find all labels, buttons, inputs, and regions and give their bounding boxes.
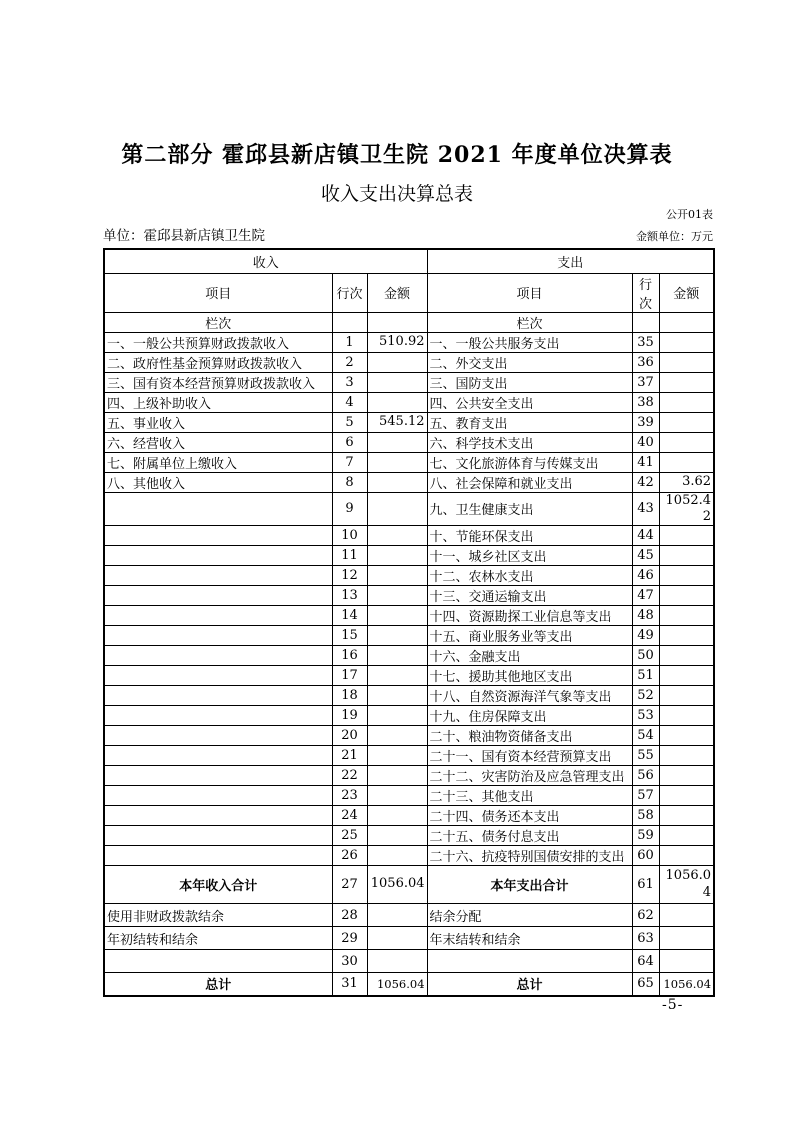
expense-line-cell: 46 [632, 566, 659, 586]
income-amount-cell [367, 606, 427, 626]
table-row [104, 646, 714, 666]
expense-line-cell: 42 [632, 472, 659, 492]
table-row [104, 526, 714, 546]
income-item-cell [104, 950, 332, 973]
income-item-header: 项目 [104, 273, 332, 312]
income-item-cell: 使用非财政拨款结余 [104, 904, 332, 927]
content-area [103, 208, 713, 997]
expense-item-cell: 二十二、灾害防治及应急管理支出 [427, 766, 632, 786]
expense-item-header: 项目 [427, 273, 632, 312]
income-amount-cell [367, 586, 427, 606]
income-line-cell: 12 [332, 566, 367, 586]
column-header-row [104, 273, 714, 312]
expense-line-cell: 39 [632, 412, 659, 432]
income-line-cell: 5 [332, 412, 367, 432]
income-item-cell: 本年收入合计 [104, 866, 332, 904]
income-line-cell: 7 [332, 452, 367, 472]
table-row [104, 826, 714, 846]
income-amount-cell: 545.12 [367, 412, 427, 432]
income-amount-cell: 1056.04 [367, 973, 427, 996]
income-line-cell: 27 [332, 866, 367, 904]
expense-item-cell: 十六、金融支出 [427, 646, 632, 666]
expense-line-cell: 47 [632, 586, 659, 606]
expense-amount-cell [659, 372, 714, 392]
expense-amount-cell [659, 666, 714, 686]
table-row [104, 372, 714, 392]
expense-amount-cell [659, 686, 714, 706]
form-code-label: 公开01表 [666, 208, 713, 221]
income-line-cell: 25 [332, 826, 367, 846]
expense-line-cell: 40 [632, 432, 659, 452]
expense-item-cell: 二十三、其他支出 [427, 786, 632, 806]
income-line-cell: 13 [332, 586, 367, 606]
income-line-cell: 21 [332, 746, 367, 766]
table-row [104, 492, 714, 526]
table-row [104, 973, 714, 996]
income-line-cell: 29 [332, 927, 367, 950]
income-item-cell: 八、其他收入 [104, 472, 332, 492]
income-item-cell: 五、事业收入 [104, 412, 332, 432]
expense-amount-cell: 1052.42 [659, 492, 714, 526]
expense-item-cell: 本年支出合计 [427, 866, 632, 904]
income-item-cell [104, 686, 332, 706]
income-section-header: 收入 [104, 249, 427, 273]
income-line-cell: 18 [332, 686, 367, 706]
table-row [104, 904, 714, 927]
expense-lanci-label: 栏次 [427, 312, 632, 332]
expense-amount-cell [659, 950, 714, 973]
income-item-cell [104, 706, 332, 726]
expense-amount-cell [659, 746, 714, 766]
income-line-cell: 24 [332, 806, 367, 826]
page-title: 第二部分 霍邱县新店镇卫生院 2021 年度单位决算表 [121, 142, 673, 168]
expense-line-cell: 54 [632, 726, 659, 746]
income-item-cell [104, 666, 332, 686]
expense-item-cell: 结余分配 [427, 904, 632, 927]
table-row [104, 806, 714, 826]
expense-item-cell: 八、社会保障和就业支出 [427, 472, 632, 492]
unit-label: 单位：霍邱县新店镇卫生院 [103, 228, 265, 244]
expense-item-cell: 七、文化旅游体育与传媒支出 [427, 452, 632, 472]
expense-item-cell: 五、教育支出 [427, 412, 632, 432]
income-line-cell: 8 [332, 472, 367, 492]
expense-amount-cell [659, 646, 714, 666]
expense-line-cell: 59 [632, 826, 659, 846]
table-title: 收入支出决算总表 [320, 183, 473, 205]
table-row [104, 866, 714, 904]
expense-amount-cell [659, 606, 714, 626]
page-number: -5- [662, 997, 684, 1013]
income-line-header: 行次 [332, 273, 367, 312]
income-item-cell [104, 586, 332, 606]
expense-line-cell: 41 [632, 452, 659, 472]
income-line-cell: 31 [332, 973, 367, 996]
income-line-cell: 30 [332, 950, 367, 973]
income-line-cell: 6 [332, 432, 367, 452]
income-amount-cell: 1056.04 [367, 866, 427, 904]
expense-line-cell: 58 [632, 806, 659, 826]
budget-summary-table [103, 248, 715, 997]
income-lanci-amount-cell [367, 312, 427, 332]
income-amount-cell [367, 904, 427, 927]
table-row [104, 706, 714, 726]
section-header-row [104, 249, 714, 273]
income-amount-cell [367, 726, 427, 746]
expense-line-cell: 48 [632, 606, 659, 626]
table-row [104, 332, 714, 352]
expense-item-cell: 十七、援助其他地区支出 [427, 666, 632, 686]
expense-line-cell: 56 [632, 766, 659, 786]
income-amount-cell [367, 352, 427, 372]
income-line-cell: 19 [332, 706, 367, 726]
expense-item-cell: 九、卫生健康支出 [427, 492, 632, 526]
expense-line-cell: 64 [632, 950, 659, 973]
income-amount-cell [367, 666, 427, 686]
income-item-cell: 三、国有资本经营预算财政拨款收入 [104, 372, 332, 392]
table-row [104, 412, 714, 432]
expense-line-cell: 57 [632, 786, 659, 806]
expense-amount-cell [659, 586, 714, 606]
expense-item-cell: 二十六、抗疫特别国债安排的支出 [427, 846, 632, 866]
table-row [104, 786, 714, 806]
expense-amount-cell: 1056.04 [659, 973, 714, 996]
income-item-cell: 二、政府性基金预算财政拨款收入 [104, 352, 332, 372]
table-row [104, 452, 714, 472]
expense-line-cell: 63 [632, 927, 659, 950]
expense-amount-header: 金额 [659, 273, 714, 312]
income-lanci-label: 栏次 [104, 312, 332, 332]
income-line-cell: 9 [332, 492, 367, 526]
expense-item-cell: 十、节能环保支出 [427, 526, 632, 546]
income-amount-cell [367, 927, 427, 950]
expense-item-cell: 六、科学技术支出 [427, 432, 632, 452]
expense-line-cell: 44 [632, 526, 659, 546]
income-item-cell: 一、一般公共预算财政拨款收入 [104, 332, 332, 352]
expense-amount-cell [659, 826, 714, 846]
expense-item-cell: 十二、农林水支出 [427, 566, 632, 586]
table-row [104, 666, 714, 686]
expense-line-cell: 35 [632, 332, 659, 352]
income-amount-cell [367, 566, 427, 586]
expense-amount-cell: 3.62 [659, 472, 714, 492]
expense-item-cell: 十三、交通运输支出 [427, 586, 632, 606]
expense-amount-cell [659, 392, 714, 412]
expense-lanci-line-cell [632, 312, 659, 332]
income-item-cell: 年初结转和结余 [104, 927, 332, 950]
table-row [104, 392, 714, 412]
expense-line-cell: 53 [632, 706, 659, 726]
income-amount-cell [367, 492, 427, 526]
table-row [104, 686, 714, 706]
income-amount-cell [367, 766, 427, 786]
expense-line-cell: 36 [632, 352, 659, 372]
income-item-cell [104, 606, 332, 626]
income-amount-cell [367, 950, 427, 973]
income-line-cell: 2 [332, 352, 367, 372]
income-line-cell: 11 [332, 546, 367, 566]
expense-amount-cell [659, 846, 714, 866]
table-row [104, 566, 714, 586]
income-amount-cell [367, 432, 427, 452]
table-row [104, 950, 714, 973]
income-item-cell [104, 566, 332, 586]
income-amount-cell [367, 626, 427, 646]
expense-item-cell: 总计 [427, 973, 632, 996]
income-amount-cell [367, 372, 427, 392]
expense-amount-cell [659, 412, 714, 432]
income-amount-cell [367, 826, 427, 846]
income-item-cell [104, 726, 332, 746]
income-item-cell [104, 526, 332, 546]
income-item-cell [104, 786, 332, 806]
income-amount-cell [367, 452, 427, 472]
income-line-cell: 16 [332, 646, 367, 666]
income-amount-cell [367, 786, 427, 806]
expense-section-header: 支出 [427, 249, 714, 273]
income-amount-cell [367, 392, 427, 412]
expense-line-cell: 60 [632, 846, 659, 866]
income-amount-cell [367, 546, 427, 566]
table-row [104, 726, 714, 746]
income-amount-cell [367, 686, 427, 706]
expense-lanci-amount-cell [659, 312, 714, 332]
expense-amount-cell [659, 766, 714, 786]
table-row [104, 766, 714, 786]
income-item-cell [104, 766, 332, 786]
table-row [104, 546, 714, 566]
income-line-cell: 23 [332, 786, 367, 806]
expense-amount-cell [659, 432, 714, 452]
income-line-cell: 1 [332, 332, 367, 352]
expense-amount-cell [659, 566, 714, 586]
expense-line-cell: 37 [632, 372, 659, 392]
income-amount-cell [367, 706, 427, 726]
expense-amount-cell [659, 352, 714, 372]
expense-item-cell: 十一、城乡社区支出 [427, 546, 632, 566]
income-line-cell: 10 [332, 526, 367, 546]
income-line-cell: 26 [332, 846, 367, 866]
income-line-cell: 4 [332, 392, 367, 412]
expense-amount-cell [659, 726, 714, 746]
table-row [104, 746, 714, 766]
income-lanci-line-cell [332, 312, 367, 332]
expense-item-cell [427, 950, 632, 973]
expense-amount-cell: 1056.04 [659, 866, 714, 904]
expense-amount-cell [659, 526, 714, 546]
expense-line-cell: 55 [632, 746, 659, 766]
expense-amount-cell [659, 786, 714, 806]
income-item-cell: 四、上级补助收入 [104, 392, 332, 412]
income-amount-cell: 510.92 [367, 332, 427, 352]
expense-amount-cell [659, 904, 714, 927]
expense-amount-cell [659, 806, 714, 826]
table-row [104, 352, 714, 372]
table-row [104, 927, 714, 950]
amount-unit-label: 金额单位：万元 [636, 230, 713, 243]
income-line-cell: 3 [332, 372, 367, 392]
table-row [104, 586, 714, 606]
income-line-cell: 22 [332, 766, 367, 786]
expense-item-cell: 十四、资源勘探工业信息等支出 [427, 606, 632, 626]
expense-line-cell: 49 [632, 626, 659, 646]
expense-item-cell: 年末结转和结余 [427, 927, 632, 950]
expense-line-cell: 52 [632, 686, 659, 706]
income-amount-cell [367, 646, 427, 666]
income-item-cell [104, 846, 332, 866]
income-amount-cell [367, 846, 427, 866]
expense-line-header: 行次 [632, 273, 659, 312]
table-row [104, 432, 714, 452]
expense-item-cell: 二十四、债务还本支出 [427, 806, 632, 826]
expense-item-cell: 三、国防支出 [427, 372, 632, 392]
income-item-cell [104, 492, 332, 526]
expense-amount-cell [659, 927, 714, 950]
expense-line-cell: 43 [632, 492, 659, 526]
expense-item-cell: 十九、住房保障支出 [427, 706, 632, 726]
income-amount-cell [367, 746, 427, 766]
expense-item-cell: 二十一、国有资本经营预算支出 [427, 746, 632, 766]
income-amount-cell [367, 472, 427, 492]
expense-item-cell: 十八、自然资源海洋气象等支出 [427, 686, 632, 706]
income-line-cell: 20 [332, 726, 367, 746]
expense-item-cell: 二十五、债务付息支出 [427, 826, 632, 846]
income-item-cell [104, 546, 332, 566]
income-item-cell: 六、经营收入 [104, 432, 332, 452]
income-amount-header: 金额 [367, 273, 427, 312]
income-amount-cell [367, 526, 427, 546]
expense-line-cell: 61 [632, 866, 659, 904]
expense-line-cell: 51 [632, 666, 659, 686]
income-line-cell: 15 [332, 626, 367, 646]
expense-amount-cell [659, 626, 714, 646]
income-item-cell [104, 646, 332, 666]
expense-amount-cell [659, 452, 714, 472]
income-line-cell: 17 [332, 666, 367, 686]
expense-line-cell: 50 [632, 646, 659, 666]
expense-item-cell: 十五、商业服务业等支出 [427, 626, 632, 646]
expense-item-cell: 一、一般公共服务支出 [427, 332, 632, 352]
income-item-cell [104, 826, 332, 846]
expense-line-cell: 65 [632, 973, 659, 996]
expense-item-cell: 二十、粮油物资储备支出 [427, 726, 632, 746]
income-item-cell: 总计 [104, 973, 332, 996]
expense-amount-cell [659, 706, 714, 726]
table-row [104, 846, 714, 866]
table-row [104, 606, 714, 626]
income-item-cell: 七、附属单位上缴收入 [104, 452, 332, 472]
expense-line-cell: 38 [632, 392, 659, 412]
income-line-cell: 14 [332, 606, 367, 626]
expense-item-cell: 四、公共安全支出 [427, 392, 632, 412]
income-item-cell [104, 806, 332, 826]
income-item-cell [104, 746, 332, 766]
table-row [104, 626, 714, 646]
income-amount-cell [367, 806, 427, 826]
table-row [104, 472, 714, 492]
expense-amount-cell [659, 332, 714, 352]
table-meta-row [103, 224, 713, 244]
expense-item-cell: 二、外交支出 [427, 352, 632, 372]
income-item-cell [104, 626, 332, 646]
lanci-row [104, 312, 714, 332]
expense-line-cell: 45 [632, 546, 659, 566]
income-line-cell: 28 [332, 904, 367, 927]
expense-amount-cell [659, 546, 714, 566]
expense-line-cell: 62 [632, 904, 659, 927]
